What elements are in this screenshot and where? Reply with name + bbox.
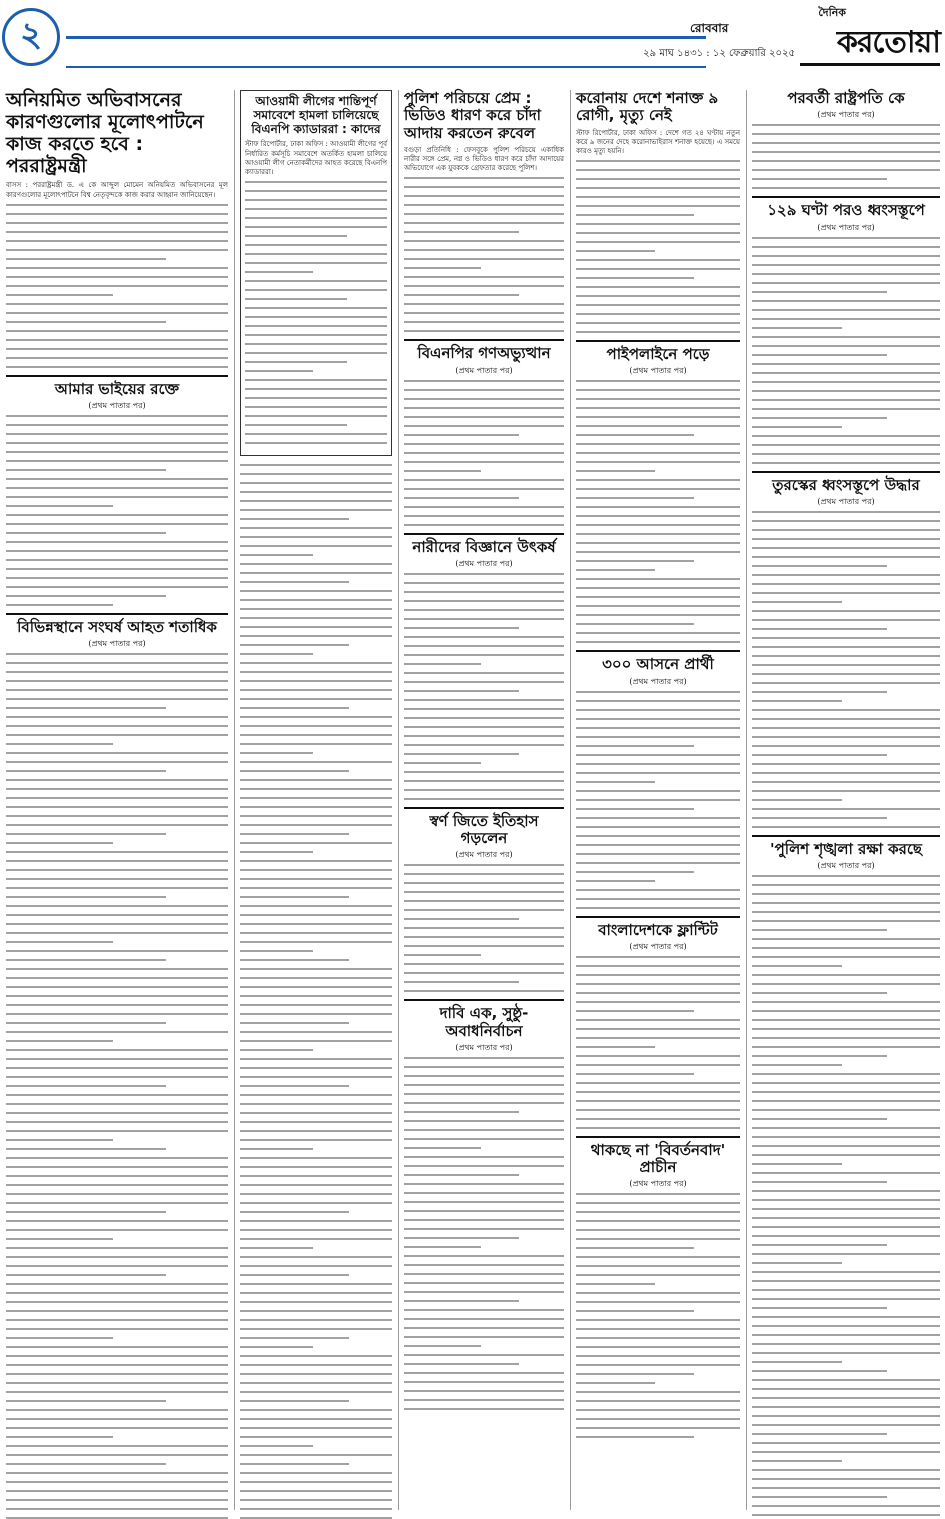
story-women-science (404, 539, 564, 800)
headline: বিএনপির গণঅভ্যুত্থান (417, 344, 551, 363)
headline: 'পুলিশ শৃঙ্খলা রক্ষা করছে (770, 839, 922, 858)
body-text-lines (6, 653, 228, 1519)
story-police-discipline (752, 841, 940, 1519)
body-text-lines (240, 464, 392, 1519)
continued-note: (প্রথম পাতার পর) (455, 1042, 513, 1052)
logo-big: করতোয়া (800, 23, 940, 66)
column-1 (6, 90, 228, 1519)
column-divider (746, 90, 747, 1510)
headline: নারীদের বিজ্ঞানে উৎকর্ষ (412, 537, 556, 556)
page-number: ২ (2, 8, 60, 66)
body-text-lines (752, 875, 940, 1519)
story-bnp-uprising (404, 345, 564, 525)
body-text-lines (404, 1057, 564, 1410)
headline: আওয়ামী লীগের শান্তিপূর্ণ সমাবেশে হামলা চালিয়েছে বিএনপি ক্যাডাররা : কাদের (251, 94, 381, 136)
logo-small: দৈনিক (818, 6, 846, 19)
headline: স্বর্ণ জিতে ইতিহাস গড়লেন (429, 811, 539, 848)
story-bangladesh (576, 922, 740, 1129)
body-text-lines (404, 864, 564, 992)
body-text-lines (576, 956, 740, 1129)
body-text-lines (752, 237, 940, 464)
continued-note: (প্রথম পাতার পর) (455, 365, 513, 375)
body-text-lines (576, 1193, 740, 1438)
body-text-lines (752, 511, 940, 828)
continued-note: (প্রথম পাতার পর) (817, 110, 875, 120)
headline: বিভিন্নস্থানে সংঘর্ষ আহত শতাধিক (17, 618, 217, 637)
body-text-lines (576, 691, 740, 909)
continued-note: (প্রথম পাতার পর) (817, 496, 875, 506)
headline: করোনায় দেশে শনাক্ত ৯ রোগী, মৃত্যু নেই (576, 89, 719, 125)
continued-note: (প্রথম পাতার পর) (88, 401, 146, 411)
headline: পুলিশ পরিচয়ে প্রেম : ভিডিও ধারণ করে চাঁদা আদায় করতেন রুবেল (404, 89, 542, 142)
story-gold-history (404, 813, 564, 993)
story-next-president (752, 90, 940, 189)
story-corona (576, 90, 740, 333)
body-text-lines (245, 181, 387, 444)
body-text-lines (404, 380, 564, 526)
body-text-lines (576, 380, 740, 643)
story-turkey-rescue (752, 477, 940, 828)
story-police-romance (404, 90, 564, 332)
headline: ৩০০ আসনে প্রার্থী (602, 655, 714, 674)
continued-note: (প্রথম পাতার পর) (455, 558, 513, 568)
story-lead: বগুড়া প্রতিনিধি : ফেসবুকে পুলিশ পরিচয়ে একাধিক নারীর সঙ্গে প্রেম, নগ্ন ও ভিডিও ধারণ করে চাঁদা আদায়ের অভিযোগে এক যুবককে গ্রেফতার করেছে পুলিশ। (404, 145, 564, 173)
column-divider (234, 90, 235, 1510)
body-text-lines (576, 160, 740, 333)
story-brothers-blood (6, 381, 228, 606)
headline: অনিয়মিত অভিবাসনের কারণগুলোর মূলোৎপাটনে কাজ করতে হবে : পররাষ্ট্রমন্ত্রী (6, 89, 204, 177)
story-lead: বাসস : পররাষ্ট্রমন্ত্রী ড. এ কে আব্দুল মোমেন অনিয়মিত অভিবাসনের মূল কারণগুলোর মূলোৎপাটনে বিশ্ব নেতৃবৃন্দকে কাজ করার আহ্বান জানিয়েছেন। (6, 181, 228, 199)
story-clashes (6, 619, 228, 1519)
headline: তুরস্কের ধ্বংসস্তূপে উদ্ধার (772, 475, 920, 494)
continued-note: (প্রথম পাতার পর) (817, 861, 875, 870)
body-text-lines (404, 573, 564, 800)
newspaper-logo (800, 4, 940, 74)
masthead-rule (66, 36, 706, 39)
story-pipeline (576, 346, 740, 643)
story-demand-election (404, 1005, 564, 1410)
column-5 (752, 90, 940, 1519)
column-3 (404, 90, 564, 1417)
continued-note: (প্রথম পাতার পর) (629, 366, 687, 376)
headline: পাইপলাইনে পড়ে (606, 345, 710, 364)
body-text-lines (404, 177, 564, 332)
headline: দাবি এক, সুষ্ঠু-অবাধনির্বাচন (439, 1004, 529, 1040)
body-text-lines (6, 415, 228, 606)
continued-note: (প্রথম পাতার পর) (629, 1179, 687, 1189)
headline: বাংলাদেশকে ফ্লান্টিট (598, 920, 718, 939)
body-text-lines (752, 124, 940, 189)
column-divider (570, 90, 571, 1510)
headline: ১২৯ ঘণ্টা পরও ধ্বংসস্তূপে (767, 201, 925, 220)
column-2 (240, 90, 392, 1519)
continued-note: (প্রথম পাতার পর) (817, 222, 875, 232)
continued-note: (প্রথম পাতার পর) (629, 676, 687, 686)
body-text-lines (6, 204, 228, 368)
story-evolution (576, 1142, 740, 1439)
headline: আমার ভাইয়ের রক্তে (54, 379, 180, 398)
continued-note: (প্রথম পাতার পর) (455, 850, 513, 860)
story-awami-rally (240, 90, 392, 456)
masthead (0, 0, 945, 82)
masthead-rule (66, 66, 706, 68)
weekday: রোববার (690, 21, 729, 35)
headline: থাকছে না 'বিবর্তনবাদ' প্রাচীন (590, 1140, 726, 1177)
story-rubble-129h (752, 202, 940, 463)
story-300-seats (576, 656, 740, 908)
continued-note: (প্রথম পাতার পর) (629, 941, 687, 951)
story-lead: স্টাফ রিপোর্টার, ঢাকা অফিস : দেশে গত ২৪ ঘণ্টায় নতুন করে ৯ জনের দেহে করোনাভাইরাস শনাক্ত হয়েছে। এ সময়ে কারও মৃত্যু হয়নি। (576, 128, 740, 155)
date-line: ২৯ মাঘ ১৪৩১ : ১২ ফেব্রুয়ারি ২০২৫ (643, 48, 795, 59)
column-divider (398, 90, 399, 1510)
column-4 (576, 90, 740, 1445)
story-lead: স্টাফ রিপোর্টার, ঢাকা অফিস : আওয়ামী লীগের পূর্ব নির্ধারিত কর্মসূচি সমাবেশে অতর্কিত হামলা চালিয়ে আওয়ামী লীগ নেতাকর্মীদের আহত করেছে বিএনপি ক্যাডাররা। (245, 140, 388, 176)
continued-note: (প্রথম পাতার পর) (88, 639, 146, 649)
story-foreign-minister (6, 90, 228, 368)
headline: পরবর্তী রাষ্ট্রপতি কে (787, 89, 905, 107)
